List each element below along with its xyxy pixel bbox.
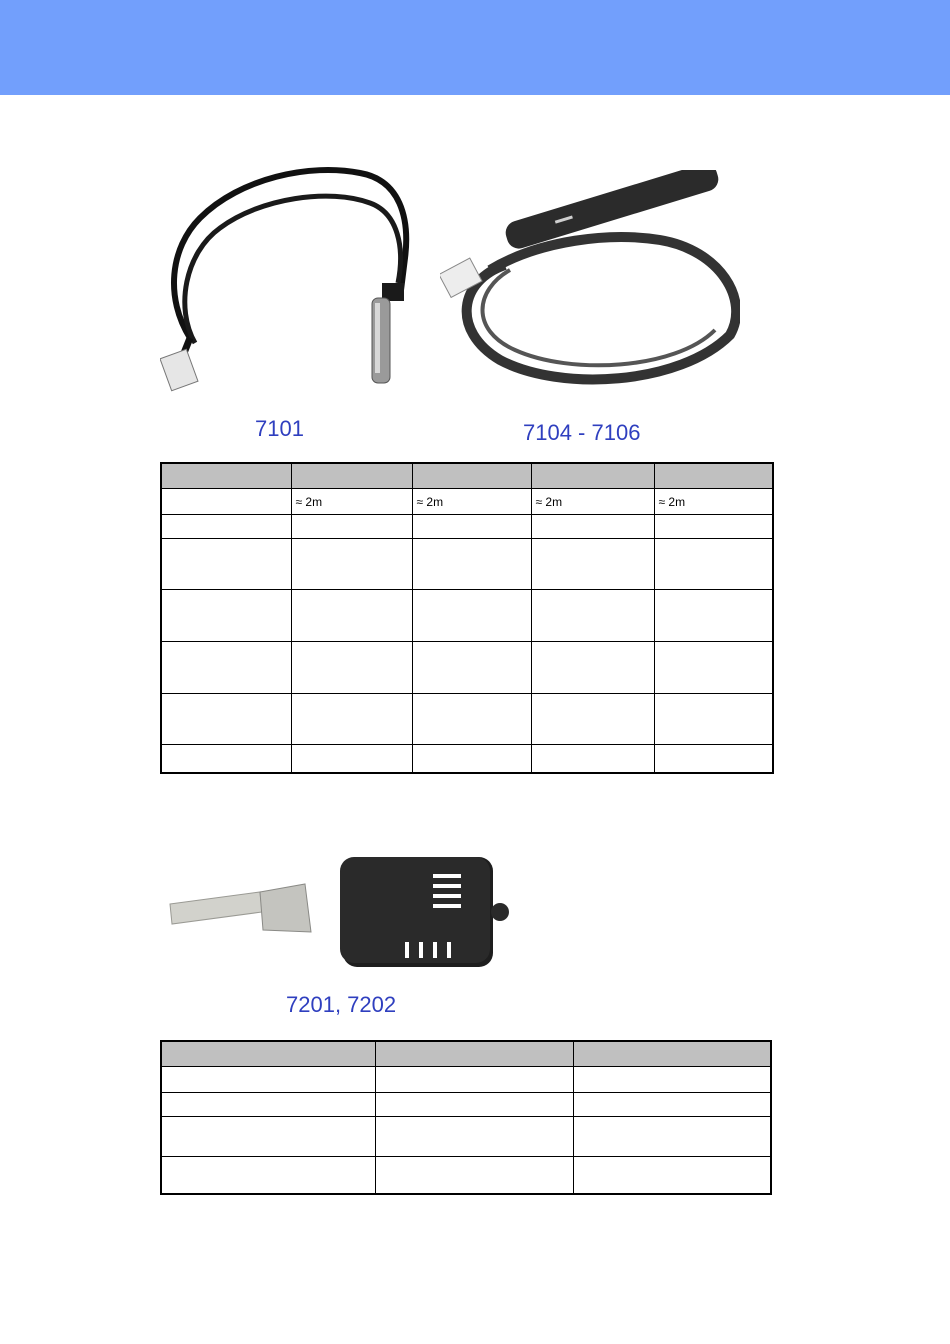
caption-7104-7106: 7104 - 7106 bbox=[523, 420, 641, 445]
table-cell bbox=[161, 1157, 375, 1194]
table-cell bbox=[375, 1117, 573, 1157]
table-header-cell bbox=[412, 463, 531, 489]
table-header-cell bbox=[161, 1041, 375, 1067]
table-cell bbox=[161, 1093, 375, 1117]
table-header-row bbox=[161, 1041, 771, 1067]
table-header-row bbox=[161, 463, 773, 489]
cable-length-cell: ≈ 2m bbox=[291, 489, 412, 515]
table-cell bbox=[161, 694, 291, 745]
table-cell bbox=[531, 642, 654, 694]
table-cell bbox=[654, 694, 773, 745]
table-cell bbox=[161, 1117, 375, 1157]
table-cell bbox=[161, 539, 291, 590]
table-cell bbox=[291, 515, 412, 539]
table-row bbox=[161, 590, 773, 642]
table-cell bbox=[161, 1067, 375, 1093]
table-cell bbox=[412, 694, 531, 745]
table-cell bbox=[412, 745, 531, 773]
table-header-cell bbox=[573, 1041, 771, 1067]
table-row bbox=[161, 694, 773, 745]
table-row bbox=[161, 489, 773, 515]
table-row bbox=[161, 642, 773, 694]
caption-7201-7202: 7201, 7202 bbox=[286, 992, 397, 1017]
table-cell bbox=[654, 590, 773, 642]
table-row bbox=[161, 745, 773, 773]
table-cell bbox=[573, 1093, 771, 1117]
sensor-7201-image bbox=[165, 852, 525, 974]
sensor-7101-image bbox=[160, 158, 422, 400]
table-cell bbox=[531, 590, 654, 642]
table-cell bbox=[573, 1067, 771, 1093]
table-cell bbox=[412, 590, 531, 642]
table-cell bbox=[291, 694, 412, 745]
table-cell bbox=[531, 539, 654, 590]
table-row bbox=[161, 1157, 771, 1194]
table-row bbox=[161, 539, 773, 590]
table-cell bbox=[161, 515, 291, 539]
table-row bbox=[161, 1067, 771, 1093]
table-cell bbox=[531, 745, 654, 773]
table-cell bbox=[654, 515, 773, 539]
table-cell bbox=[291, 590, 412, 642]
table-header-cell bbox=[375, 1041, 573, 1067]
table-cell bbox=[531, 694, 654, 745]
table-header-cell bbox=[654, 463, 773, 489]
table-cell bbox=[161, 489, 291, 515]
table-cell bbox=[654, 642, 773, 694]
table-cell bbox=[654, 745, 773, 773]
table-cell bbox=[291, 539, 412, 590]
cable-length-cell: ≈ 2m bbox=[654, 489, 773, 515]
table-cell bbox=[375, 1093, 573, 1117]
table-cell bbox=[375, 1157, 573, 1194]
table-row bbox=[161, 1093, 771, 1117]
table-row bbox=[161, 515, 773, 539]
table-cell bbox=[654, 539, 773, 590]
spec-table-2 bbox=[160, 1040, 772, 1195]
table-header-cell bbox=[291, 463, 412, 489]
table-cell bbox=[412, 539, 531, 590]
spec-table-1 bbox=[160, 462, 774, 774]
cable-length-cell: ≈ 2m bbox=[412, 489, 531, 515]
table-cell bbox=[412, 642, 531, 694]
header-band bbox=[0, 0, 950, 95]
table-header-cell bbox=[531, 463, 654, 489]
table-cell bbox=[161, 590, 291, 642]
sensor-7104-image bbox=[440, 170, 740, 392]
table-cell bbox=[161, 745, 291, 773]
caption-7101: 7101 bbox=[255, 416, 304, 441]
table-header-cell bbox=[161, 463, 291, 489]
table-cell bbox=[375, 1067, 573, 1093]
table-cell bbox=[531, 515, 654, 539]
table-cell bbox=[161, 642, 291, 694]
table-cell bbox=[291, 745, 412, 773]
table-row bbox=[161, 1117, 771, 1157]
cable-length-cell: ≈ 2m bbox=[531, 489, 654, 515]
table-cell bbox=[573, 1117, 771, 1157]
table-cell bbox=[412, 515, 531, 539]
table-cell bbox=[573, 1157, 771, 1194]
table-cell bbox=[291, 642, 412, 694]
